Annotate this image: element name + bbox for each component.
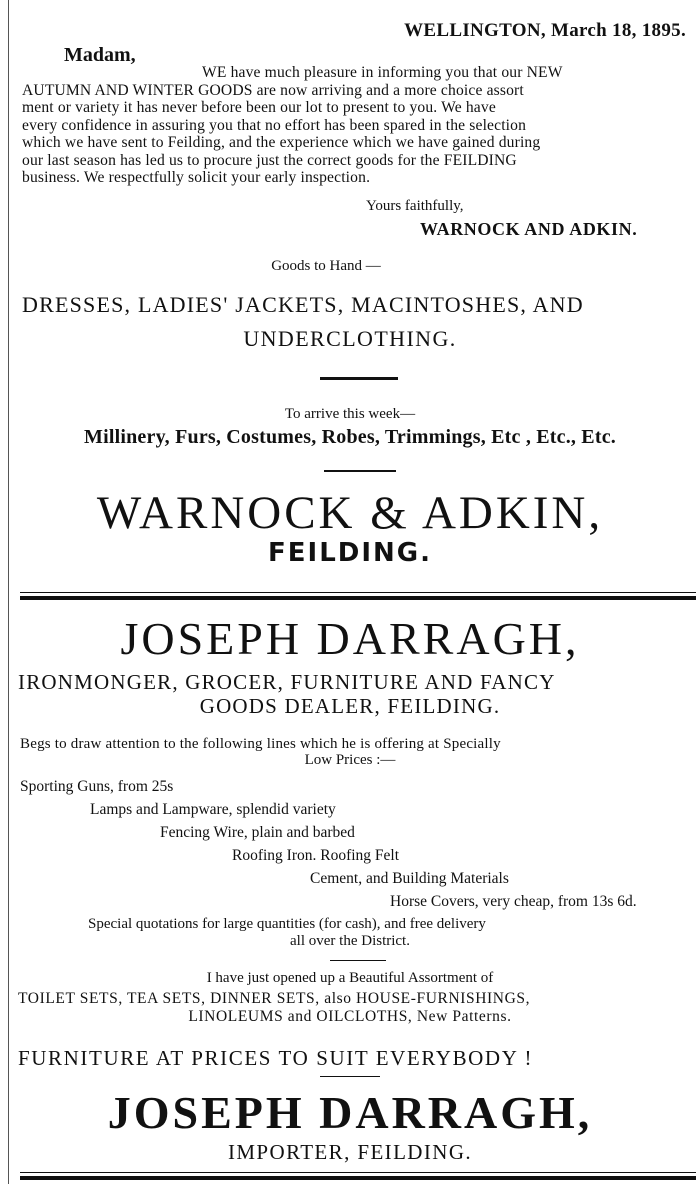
letter-line: every confidence in assuring you that no effort has been spared in the selection: [22, 116, 527, 134]
letter-line: AUTUMN AND WINTER GOODS are now arriving and a more choice assort: [22, 81, 524, 99]
letter-line: business. We respectfully solicit your early inspection.: [22, 169, 371, 186]
low-prices: Low Prices :—: [304, 752, 396, 768]
underclothing-line: UNDERCLOTHING.: [243, 326, 457, 351]
price-item: Horse Covers, very cheap, from 13s 6d.: [390, 893, 637, 910]
price-item: Sporting Guns, from 25s: [20, 778, 174, 795]
goods-to-hand: Goods to Hand —: [271, 258, 381, 274]
letter-line: WE have much pleasure in informing you that our NEW: [202, 64, 563, 81]
bottom-rule-thick: [20, 1176, 696, 1180]
price-item: Cement, and Building Materials: [310, 870, 509, 887]
short-rule: [320, 1076, 380, 1077]
section-rule-thin: [20, 592, 696, 593]
darragh-trades-1: IRONMONGER, GROCER, FURNITURE AND FANCY: [18, 670, 556, 694]
short-rule: [330, 960, 386, 961]
warnock-town: FEILDING.: [268, 538, 432, 568]
dateline: WELLINGTON, March 18, 1895.: [404, 20, 686, 41]
closing: Yours faithfully,: [366, 198, 464, 214]
furniture-line: FURNITURE AT PRICES TO SUIT EVERYBODY !: [18, 1046, 534, 1070]
column-divider: [8, 0, 9, 1184]
dresses-line: DRESSES, LADIES' JACKETS, MACINTOSHES, AND: [22, 292, 584, 317]
darragh-logo: JOSEPH DARRAGH,: [120, 613, 580, 664]
price-item: Lamps and Lampware, splendid variety: [90, 801, 336, 818]
price-item: Roofing Iron. Roofing Felt: [232, 847, 400, 864]
darragh-logo-2: JOSEPH DARRAGH,: [107, 1087, 593, 1138]
toilet-sets-line: TOILET SETS, TEA SETS, DINNER SETS, also HOUSE-FURNISHINGS,: [18, 990, 531, 1007]
short-rule: [320, 377, 398, 380]
letter-body: [22, 64, 700, 187]
linoleum-line: LINOLEUMS and OILCLOTHS, New Patterns.: [188, 1008, 512, 1025]
short-rule: [324, 470, 396, 472]
arrive-items: Millinery, Furs, Costumes, Robes, Trimmings, Etc , Etc., Etc.: [84, 426, 616, 448]
salutation: Madam,: [64, 44, 136, 66]
letter-line: ment or variety it has never before been our lot to present to you. We have: [22, 99, 496, 116]
begs-line: Begs to draw attention to the following lines which he is offering at Specially: [20, 736, 501, 752]
importer-line: IMPORTER, FEILDING.: [227, 1140, 473, 1164]
quote-line-2: all over the District.: [290, 933, 410, 949]
arrive-label: To arrive this week—: [284, 406, 416, 422]
letter-line: our last season has led us to procure just the correct goods for the FEILDING: [22, 151, 517, 169]
price-item: Fencing Wire, plain and barbed: [160, 824, 355, 841]
section-rule-thick: [20, 596, 696, 600]
darragh-trades-2: GOODS DEALER, FEILDING.: [199, 694, 501, 718]
warnock-logo: WARNOCK & ADKIN,: [96, 487, 604, 539]
signature: WARNOCK AND ADKIN.: [420, 219, 638, 239]
letter-line: which we have sent to Feilding, and the experience which we have gained during: [22, 134, 541, 151]
quote-line-1: Special quotations for large quantities (for cash), and free delivery: [88, 916, 486, 932]
opened-line: I have just opened up a Beautiful Assortment of: [206, 970, 494, 986]
bottom-rule-thin: [20, 1172, 696, 1173]
